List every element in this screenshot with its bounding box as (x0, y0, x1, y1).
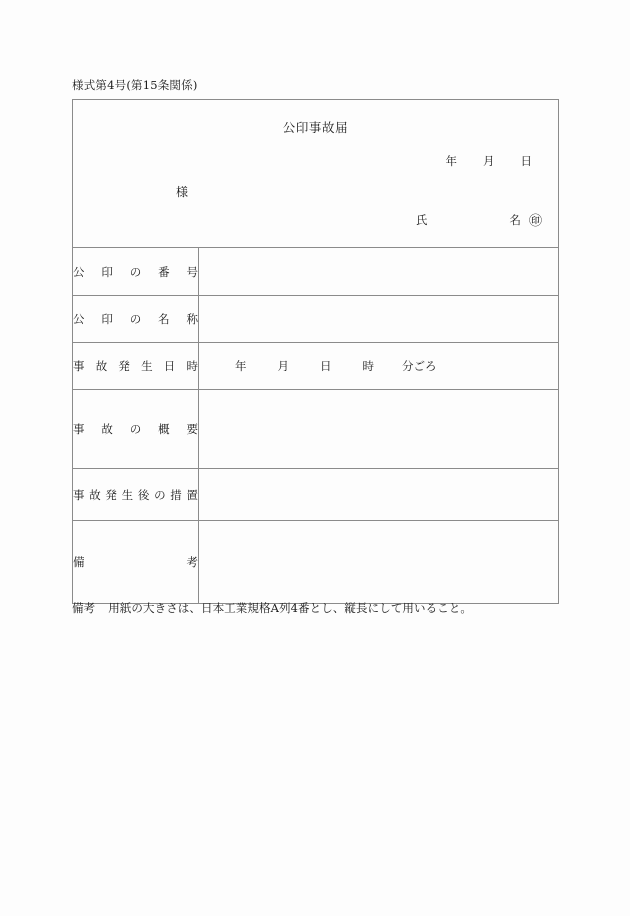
incident-hour-label: 時 (362, 359, 374, 373)
submission-date-line (446, 153, 533, 169)
table-row (73, 469, 559, 521)
row-value-incident-summary[interactable] (199, 390, 559, 469)
table-row (73, 296, 559, 343)
table-row (73, 248, 559, 296)
addressee-honorific: 様 (176, 185, 189, 199)
form-header-row (73, 100, 559, 248)
signer-name-line (416, 212, 542, 228)
form-header-cell (73, 100, 559, 248)
footer-note-label: 備考 (72, 601, 96, 615)
row-label-text: 備考 (73, 555, 198, 569)
row-label-text: 事故発生後の措置 (73, 487, 198, 502)
footer-note (72, 600, 472, 616)
row-label-text: 事故発生日時 (73, 359, 198, 373)
incident-month-label: 月 (277, 359, 289, 373)
row-value-remarks[interactable] (199, 521, 559, 604)
row-label-text: 事故の概要 (73, 422, 198, 436)
table-row (73, 343, 559, 390)
row-value-seal-number[interactable] (199, 248, 559, 296)
seal-stamp-icon: ㊞ (528, 214, 542, 229)
incident-minute-label: 分ごろ (402, 359, 437, 373)
date-month-label: 月 (483, 154, 495, 168)
surname-label: 氏 (415, 213, 428, 227)
row-value-incident-datetime[interactable] (199, 343, 559, 390)
row-label-remarks (73, 521, 199, 604)
footer-note-text: 用紙の大きさは、日本工業規格A列4番とし、縦長にして用いること。 (108, 601, 473, 615)
koin-jiko-todoke-form-table (72, 99, 559, 604)
row-label-text: 公印の名称 (73, 312, 198, 326)
table-row (73, 521, 559, 604)
incident-datetime-line (199, 358, 558, 374)
date-day-label: 日 (520, 154, 532, 168)
row-value-seal-name[interactable] (199, 296, 559, 343)
addressee-line (176, 183, 188, 200)
row-label-incident-summary (73, 390, 199, 469)
row-label-seal-number (73, 248, 199, 296)
date-year-label: 年 (445, 154, 457, 168)
given-name-label: 名 (509, 213, 521, 227)
form-number-caption: 様式第4号(第15条関係) (72, 78, 198, 92)
row-value-post-incident-measures[interactable] (199, 469, 559, 521)
incident-day-label: 日 (320, 359, 332, 373)
page-title: 公印事故届 (282, 120, 349, 135)
table-row (73, 390, 559, 469)
row-label-post-incident-measures (73, 469, 199, 521)
incident-year-label: 年 (235, 359, 247, 373)
row-label-seal-name (73, 296, 199, 343)
row-label-text: 公印の番号 (73, 264, 198, 279)
row-label-incident-datetime (73, 343, 199, 390)
